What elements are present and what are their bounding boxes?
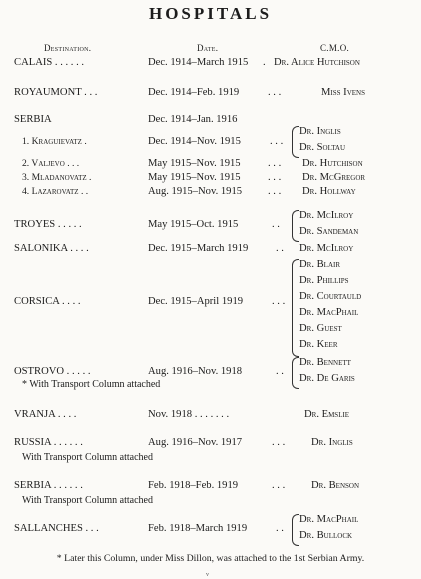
destination: VRANJA . . . . [14,409,77,420]
table-row [0,480,421,496]
cmo: Dr. McIlroy [299,243,354,254]
cmo-line [0,357,421,373]
destination: TROYES . . . . . [14,219,82,230]
cmo: Dr. Inglis [311,437,353,448]
date: May 1915–Nov. 1915 [148,158,241,169]
table-row [0,243,421,259]
cmo-line [0,530,421,546]
cmo: Dr. Guest [299,323,342,334]
cmo: Dr. Bullock [299,530,353,541]
transport-note: With Transport Column attached [22,495,153,506]
leader-dots: . . . [272,480,286,491]
page-number: v [206,572,209,578]
date: Dec. 1914–March 1915 [148,57,249,68]
destination: SERBIA [14,114,52,125]
destination: ROYAUMONT . . . [14,87,98,98]
transport-note: * With Transport Column attached [22,379,161,390]
leader-dots: . . . [270,136,284,147]
leader-dots: . . . [268,87,282,98]
cmo-line [0,291,421,307]
destination: SALLANCHES . . . [14,523,99,534]
destination: SERBIA . . . . . . [14,480,83,491]
leader-dots: . . [276,366,284,377]
leader-dots: . . . [272,437,286,448]
cmo: Dr. Alice Hutchison [274,57,360,68]
table-row [0,57,421,73]
cmo-line [0,307,421,323]
transport-note: With Transport Column attached [22,452,153,463]
date: Dec. 1914–Jan. 1916 [148,114,238,125]
destination: OSTROVO . . . . . [14,366,91,377]
leader-dots: . . [276,523,284,534]
leader-dots: . . . [268,186,282,197]
cmo-line [0,142,421,158]
leader-dots: . . [276,243,284,254]
cmo-line [0,339,421,355]
leader-dots: . [263,57,266,68]
cmo: Dr. Emslie [304,409,350,420]
destination: 3. Mladanovatz . [22,172,92,183]
cmo: Dr. Hollway [302,186,356,197]
date: Dec. 1914–Feb. 1919 [148,87,240,98]
cmo-line [0,259,421,275]
cmo: Dr. Hutchison [302,158,363,169]
cmo: Dr. Keer [299,339,338,350]
cmo: Dr. Courtauld [299,291,362,302]
destination: 2. Valjevo . . . [22,158,80,169]
cmo-line [0,323,421,339]
cmo: Dr. Inglis [299,126,341,137]
cmo-line [0,210,421,226]
destination: RUSSIA . . . . . . [14,437,83,448]
cmo: Dr. McIlroy [299,210,354,221]
leader-dots: . . [272,219,280,230]
cmo: Dr. Sandeman [299,226,359,237]
cmo: Dr. Soltau [299,142,346,153]
table-row [0,87,421,103]
date: Aug. 1916–Nov. 1918 [148,366,243,377]
table-row [0,186,421,202]
date: Nov. 1918 . . . . . . . [148,409,230,420]
destination: 4. Lazarovatz . . [22,186,89,197]
cmo: Dr. Phillips [299,275,349,286]
cmo-line [0,226,421,242]
date: May 1915–Oct. 1915 [148,219,239,230]
footnote: * Later this Column, under Miss Dillon, was attached to the 1st Serbian Army. [56,553,365,564]
date: Dec. 1914–Nov. 1915 [148,136,241,147]
table-row [0,437,421,453]
cmo: Dr. McGregor [302,172,366,183]
cmo: Dr. MacPhail [299,514,359,525]
header-destination: Destination. [44,43,92,53]
cmo: Dr. Blair [299,259,341,270]
table-row [0,409,421,425]
header-date: Date. [197,43,219,53]
cmo: Dr. MacPhail [299,307,359,318]
leader-dots: . . . [268,172,282,183]
date: Dec. 1915–April 1919 [148,296,244,307]
cmo-line [0,126,421,142]
date: Aug. 1916–Nov. 1917 [148,437,243,448]
cmo-line [0,514,421,530]
date: Dec. 1915–March 1919 [148,243,249,254]
cmo: Dr. De Garis [299,373,355,384]
cmo: Miss Ivens [321,87,365,98]
cmo: Dr. Bennett [299,357,351,368]
header-cmo: C.M.O. [320,43,350,53]
date: May 1915–Nov. 1915 [148,172,241,183]
destination: SALONIKA . . . . [14,243,89,254]
date: Aug. 1915–Nov. 1915 [148,186,243,197]
date: Feb. 1918–Feb. 1919 [148,480,239,491]
cmo: Dr. Benson [311,480,360,491]
leader-dots: . . . [272,296,286,307]
destination: CORSICA . . . . [14,296,81,307]
leader-dots: . . . [268,158,282,169]
destination: CALAIS . . . . . . [14,57,85,68]
destination: 1. Kraguievatz . [22,136,87,147]
date: Feb. 1918–March 1919 [148,523,248,534]
page-title: HOSPITALS [148,4,273,23]
cmo-line [0,275,421,291]
